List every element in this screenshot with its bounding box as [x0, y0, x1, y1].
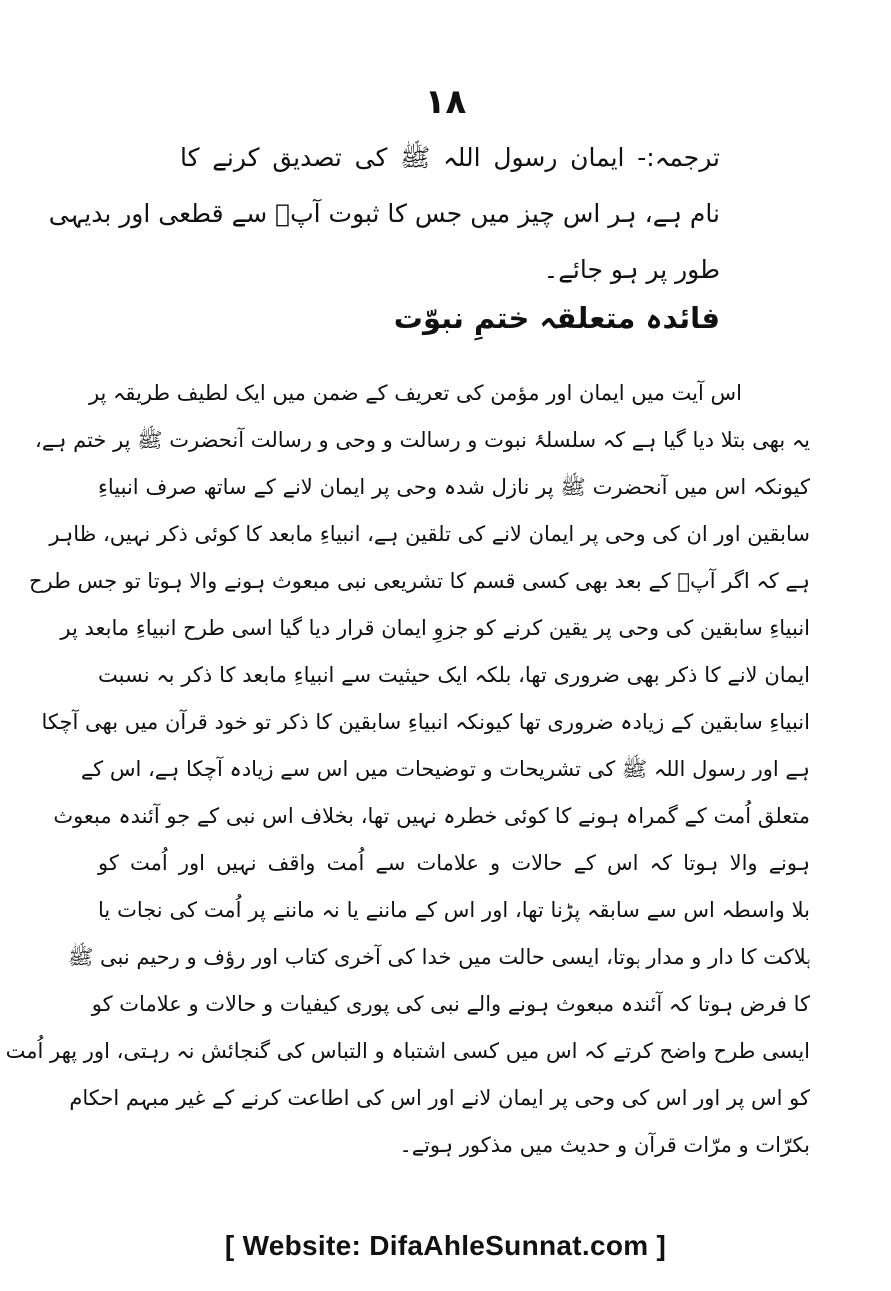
body-line: ہے اور رسول اللہ ﷺ کی تشریحات و توضیحات میں اس سے زیادہ آچکا ہے، اس کے: [80, 757, 810, 781]
translation-line: نام ہے، ہر اس چیز میں جس کا ثبوت آپؐ سے قطعی اور بدیہی: [48, 199, 720, 228]
body-line: اس آیت میں ایمان اور مؤمن کی تعریف کے ضمن میں ایک لطیف طریقہ پر: [88, 381, 742, 405]
body-line: سابقین اور ان کی وحی پر ایمان لانے کی تلقین ہے، انبیاءِ مابعد کا کوئی ذکر نہیں، ظاہر: [49, 522, 810, 546]
body-line: ایسی طرح واضح کرتے کہ اس میں کسی اشتباہ و التباس کی گنجائش نہ رہتی، اور پھر اُمت: [5, 1039, 810, 1063]
body-line: یہ بھی بتلا دیا گیا ہے کہ سلسلۂ نبوت و رسالت و وحی و رسالت آنحضرت ﷺ پر ختم ہے،: [35, 428, 810, 452]
page-number: ۱۸: [424, 82, 467, 122]
section-heading: فائدہ متعلقہ ختمِ نبوّت: [393, 301, 720, 335]
body-line: ہلاکت کا دار و مدار ہوتا، ایسی حالت میں خدا کی آخری کتاب اور رؤف و رحیم نبی ﷺ: [67, 945, 810, 969]
translation-line: طور پر ہو جائے۔: [543, 255, 720, 284]
body-line: ہے کہ اگر آپؐ کے بعد بھی کسی قسم کا تشریعی نبی مبعوث ہونے والا ہوتا تو جس طرح: [28, 569, 810, 593]
body-line: متعلق اُمت کے گمراہ ہونے کا کوئی خطرہ نہیں تھا، بخلاف اس نبی کے جو آئندہ مبعوث: [53, 804, 810, 828]
website-footer: [ Website: DifaAhleSunnat.com ]: [224, 1230, 667, 1261]
body-line: ایمان لانے کا ذکر بھی ضروری تھا، بلکہ ایک حیثیت سے انبیاءِ مابعد کا ذکر بہ نسبت: [98, 663, 810, 687]
body-line: کا فرض ہوتا کہ آئندہ مبعوث ہونے والے نبی کی پوری کیفیات و حالات و علامات کو: [91, 992, 810, 1016]
body-line: بلا واسطہ اس سے سابقہ پڑنا تھا، اور اس کے ماننے یا نہ ماننے پر اُمت کی نجات یا: [98, 898, 810, 922]
body-line: انبیاءِ سابقین کے زیادہ ضروری تھا کیونکہ انبیاءِ سابقین کا ذکر تو خود قرآن میں بھی آچکا: [41, 710, 810, 734]
body-line: کیونکہ اس میں آنحضرت ﷺ پر نازل شدہ وحی پر ایمان لانے کے ساتھ صرف انبیاءِ: [98, 475, 810, 499]
body-paragraph: [5, 370, 810, 1169]
translation-line: ترجمہ:- ایمان رسول اللہ ﷺ کی تصدیق کرنے کا: [180, 143, 720, 172]
translation-block: [48, 130, 720, 298]
body-line: بکرّات و مرّات قرآن و حدیث میں مذکور ہوتے۔: [399, 1133, 810, 1157]
body-line: ہونے والا ہوتا کہ اس کے حالات و علامات سے اُمت واقف نہیں اور اُمت کو: [98, 851, 810, 875]
body-line: کو اس پر اور اس کی وحی پر ایمان لانے اور اس کی اطاعت کرنے کے غیر مبہم احکام: [69, 1086, 810, 1110]
body-line: انبیاءِ سابقین کی وحی پر یقین کرنے کو جزوِ ایمان قرار دیا گیا اسی طرح انبیاءِ مابعد پر: [60, 616, 810, 640]
